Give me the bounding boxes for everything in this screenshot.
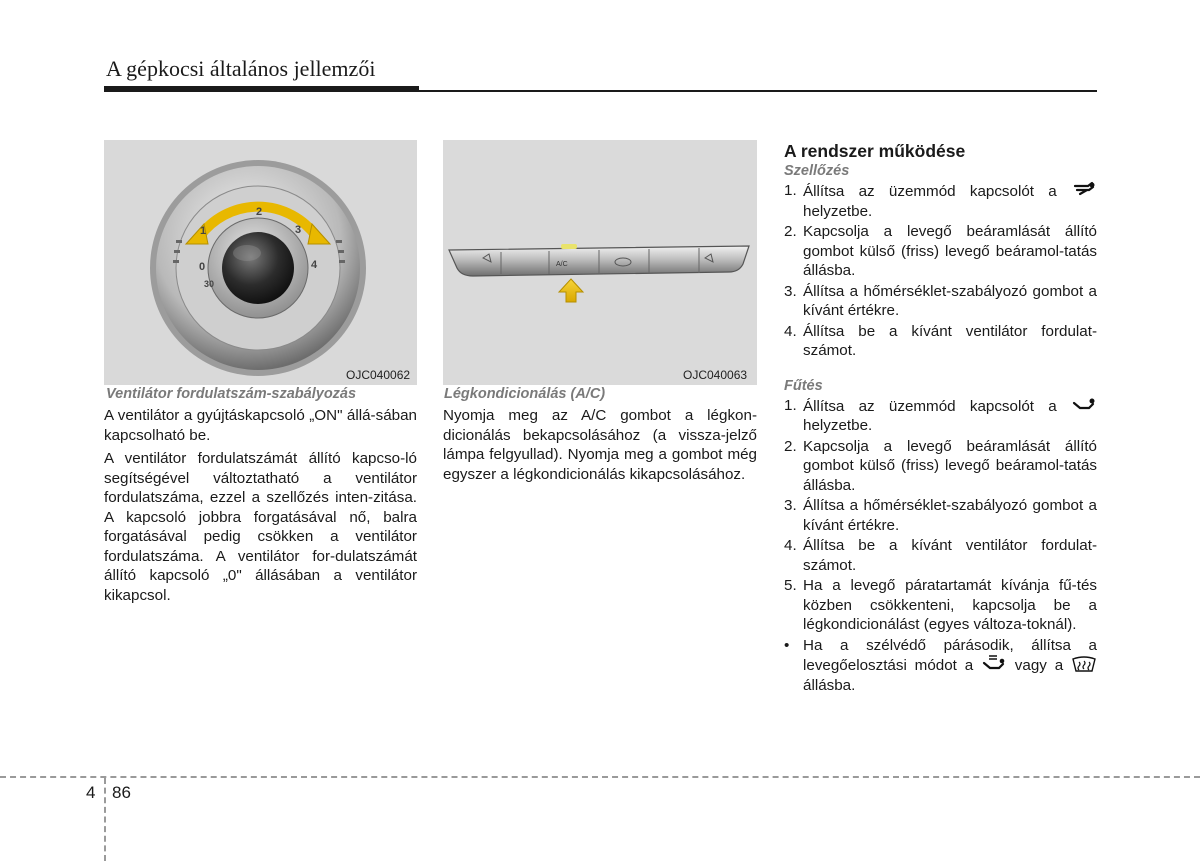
step-number: 1. [784,182,797,199]
floor-defrost-mode-icon [981,655,1007,673]
step-text: Állítsa be a kívánt ventilátor fordulat-számot. [803,322,1097,359]
step-text: helyzetbe. [803,417,873,434]
list-item [784,222,1097,281]
list-item [784,282,1097,321]
step-text: Állítsa az üzemmód kapcsolót a [803,183,1057,200]
list-item [784,322,1097,361]
step-number: 5. [784,577,797,594]
dial-label-4: 4 [311,259,318,271]
step-number: 4. [784,322,797,340]
heating-subtitle: Fűtés [784,377,823,394]
column1-text [104,406,417,609]
step-number: 2. [784,223,797,240]
fan-speed-dial-figure [104,140,417,385]
footer-dashed-rule [0,776,1200,778]
fan-speed-dial-illustration [104,140,417,385]
windshield-defrost-icon [1071,655,1097,673]
figure2-caption: Légkondicionálás (A/C) [444,386,606,402]
section-title: A rendszer működése [784,141,966,161]
floor-vent-mode-icon [1071,396,1097,414]
ac-panel-figure [443,140,757,385]
list-item [784,396,1097,436]
heating-steps [784,396,1097,696]
paragraph: A ventilátor a gyújtáskapcsoló „ON" állá-sában kapcsolható be. [104,407,417,444]
footer-vertical-dashed-rule [104,778,106,861]
step-number: 3. [784,497,797,514]
column3-text [784,140,1097,696]
figure1-caption: Ventilátor fordulatszám-szabályozás [106,386,357,402]
bullet-item [784,636,1097,696]
face-vent-mode-icon [1071,181,1097,199]
ventilation-steps [784,181,1097,361]
dial-label-30: 30 [204,279,215,289]
list-item [784,496,1097,535]
chapter-number: 4 [86,783,96,802]
step-number: 4. [784,537,797,554]
bullet-symbol: • [784,636,790,654]
step-text: Ha a szélvédő párásodik, állítsa a levegőelosztási módot a [803,636,1097,674]
step-text: Állítsa be a kívánt ventilátor fordulat-számot. [803,537,1097,574]
step-text: Állítsa a hőmérséklet-szabályozó gombot a kívánt értékre. [803,282,1097,319]
step-text: Állítsa az üzemmód kapcsolót a [803,397,1057,415]
dial-label-2: 2 [256,206,263,218]
step-text: vagy a [1014,657,1064,674]
step-text: Kapcsolja a levegő beáramlását állító gombot külső (friss) levegő beáramol-tatás állásba. [803,223,1097,279]
dial-label-0: 0 [199,261,206,273]
figure2-code: OJC040063 [683,368,748,382]
list-item [784,181,1097,221]
header-rule-thick [104,86,419,92]
dial-label-3: 3 [295,224,302,236]
list-item [784,437,1097,496]
ac-panel-illustration [443,140,757,385]
step-text: Kapcsolja a levegő beáramlását állító gombot külső (friss) levegő beáramol-tatás állásba. [803,437,1097,494]
ac-button-label: A/C [556,261,568,268]
dial-label-1: 1 [200,225,207,237]
page-header-title: A gépkocsi általános jellemzői [106,56,376,81]
list-item [784,536,1097,575]
page-number: 86 [112,783,131,802]
list-item [784,576,1097,635]
ventilation-subtitle: Szellőzés [784,163,850,179]
paragraph: Nyomja meg az A/C gombot a légkon-dicionálás bekapcsolásához (a vissza-jelző lámpa felgyullad). Nyomja meg a gombot még egyszer a légkondicionálás kikapcsolásához. [443,407,757,483]
header-rule-thin [419,90,1097,92]
step-text: állásba. [803,676,856,694]
step-number: 3. [784,282,797,300]
step-text: Ha a levegő páratartamát kívánja fű-tés közben csökkenteni, kapcsolja be a légkondicionálást (egyes változa-toknál). [803,577,1097,633]
column2-text [443,406,757,488]
step-text: helyzetbe. [803,202,873,220]
figure1-code: OJC040062 [346,368,411,382]
step-text: Állítsa a hőmérséklet-szabályozó gombot a kívánt értékre. [803,497,1097,534]
paragraph: A ventilátor fordulatszámát állító kapcso-ló segítségével változtatható a ventilátor fordulatszáma, ezzel a szellőzés inten-zitása. A kapcsoló jobbra forgatásával nő, balra forgatásával pedig csökken a ventilátor fordulatszáma. A ventilátor for-dulatszámát állító kapcsoló „0" állásában a ventilátor kikapcsol. [104,450,417,604]
step-number: 2. [784,437,797,455]
step-number: 1. [784,396,797,414]
